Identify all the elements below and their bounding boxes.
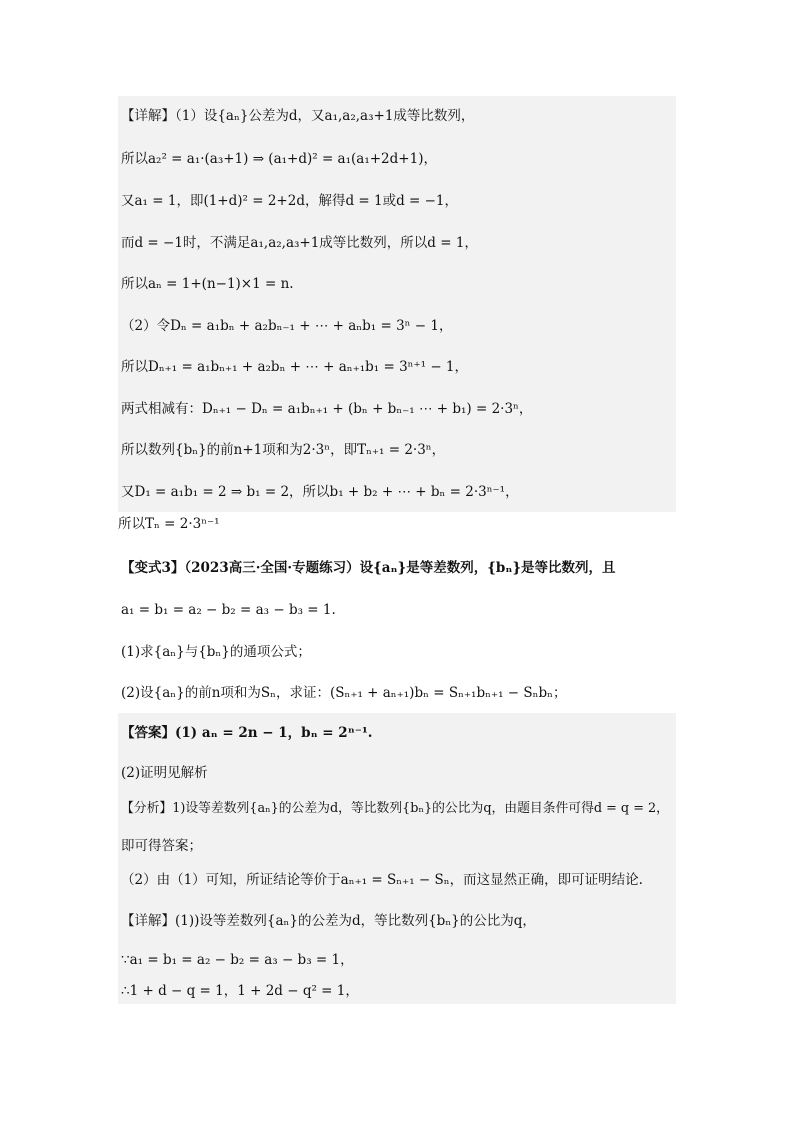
solution-line-1: 【详解】(1))设等差数列{aₙ}的公差为d，等比数列{bₙ}的公比为q， [121, 913, 536, 929]
detail-line-10: 又D₁ = a₁b₁ = 2 ⇒ b₁ = 2，所以b₁ + b₂ + ⋯ + bₙ = 2·3ⁿ⁻¹， [121, 484, 519, 500]
answer-line-2: (2)证明见解析 [121, 765, 208, 781]
detail-line-4: 而d = −1时，不满足a₁,a₂,a₃+1成等比数列，所以d = 1， [121, 235, 478, 251]
detail-line-9: 所以数列{bₙ}的前n+1项和为2·3ⁿ，即Tₙ₊₁ = 2·3ⁿ， [121, 442, 446, 458]
detail-line-6: （2）令Dₙ = a₁bₙ + a₂bₙ₋₁ + ⋯ + aₙb₁ = 3ⁿ − 1， [121, 318, 453, 334]
question-2: (2)设{aₙ}的前n项和为Sₙ，求证：(Sₙ₊₁ + aₙ₊₁)bₙ = Sₙ₊₁bₙ₊₁ − Sₙbₙ； [121, 685, 567, 701]
detail-line-2: 所以a₂² = a₁·(a₃+1) ⇒ (a₁+d)² = a₁(a₁+2d+1)， [121, 151, 437, 167]
analysis-line-3: （2）由（1）可知，所证结论等价于aₙ₊₁ = Sₙ₊₁ − Sₙ，而这显然正确，即可证明结论. [121, 872, 643, 888]
detail-line-11: 所以Tₙ = 2·3ⁿ⁻¹ [118, 516, 220, 532]
solution-line-2: ∵a₁ = b₁ = a₂ − b₂ = a₃ − b₃ = 1， [121, 952, 354, 968]
detail-line-3: 又a₁ = 1，即(1+d)² = 2+2d，解得d = 1或d = −1， [121, 193, 459, 209]
detail-line-1: 【详解】（1）设{aₙ}公差为d，又a₁,a₂,a₃+1成等比数列， [121, 108, 475, 124]
detail-line-5: 所以aₙ = 1+(n−1)×1 = n. [121, 276, 294, 292]
detail-line-7: 所以Dₙ₊₁ = a₁bₙ₊₁ + a₂bₙ + ⋯ + aₙ₊₁b₁ = 3ⁿ⁺¹ − 1， [121, 359, 469, 375]
answer-line-1: 【答案】(1) aₙ = 2n − 1，bₙ = 2ⁿ⁻¹. [121, 725, 373, 741]
detail-line-8: 两式相减有：Dₙ₊₁ − Dₙ = a₁bₙ₊₁ + (bₙ + bₙ₋₁ ⋯ + b₁) = 2·3ⁿ， [121, 401, 533, 417]
variant3-title: 【变式3】（2023高三·全国·专题练习）设{aₙ}是等差数列，{bₙ}是等比数列，且 [121, 560, 616, 576]
question-1: (1)求{aₙ}与{bₙ}的通项公式； [121, 644, 311, 660]
solution-line-3: ∴1 + d − q = 1，1 + 2d − q² = 1， [121, 983, 359, 999]
analysis-line-2: 即可得答案； [121, 838, 202, 854]
analysis-line-1: 【分析】1)设等差数列{aₙ}的公差为d，等比数列{bₙ}的公比为q，由题目条件可得d = q = 2， [121, 801, 669, 816]
variant3-condition: a₁ = b₁ = a₂ − b₂ = a₃ − b₃ = 1. [121, 602, 336, 618]
